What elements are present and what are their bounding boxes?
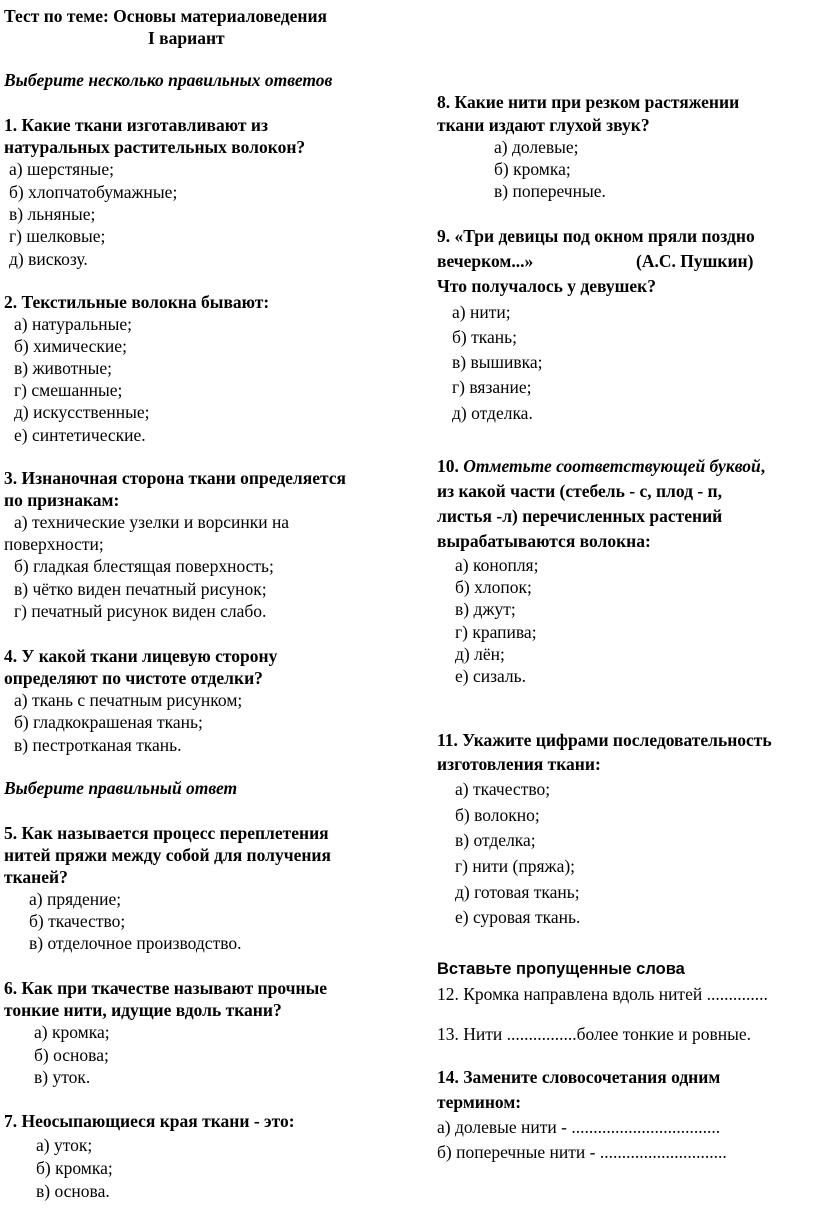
question-text: листья -л) перечисленных растений <box>437 506 723 526</box>
answer-option: д) вискозу. <box>9 249 88 269</box>
answer-option: г) печатный рисунок виден слабо. <box>14 601 267 621</box>
answer-option: а) уток; <box>36 1135 93 1155</box>
answer-option: е) синтетические. <box>14 425 146 445</box>
answer-option: б) поперечные нити - ............................. <box>437 1142 727 1162</box>
answer-option: е) сизаль. <box>455 666 527 686</box>
answer-option: б) химические; <box>14 336 127 356</box>
question-text: определяют по чистоте отделки? <box>4 668 263 688</box>
question-text: тканей? <box>4 867 68 887</box>
question-text: 11. Укажите цифрами последовательность <box>437 730 772 750</box>
question-text: из какой части (стебель - с, плод - п, <box>437 481 723 501</box>
answer-option: а) долевые; <box>494 137 579 157</box>
question-text-tail: , <box>760 456 766 476</box>
variant-label: I вариант <box>148 28 225 48</box>
answer-option: в) животные; <box>14 358 112 378</box>
answer-option: д) лён; <box>455 644 505 664</box>
question-12: 12. Кромка направлена вдоль нитей .............. <box>437 984 768 1004</box>
answer-option: в) отделочное производство. <box>29 933 242 953</box>
answer-option: поверхности; <box>4 534 104 554</box>
question-text <box>437 455 765 477</box>
answer-option: д) отделка. <box>452 403 533 423</box>
answer-option: г) крапива; <box>455 622 537 642</box>
question-text: вечерком...» <box>437 251 534 271</box>
answer-option: д) искусственные; <box>14 402 150 422</box>
question-text: нитей пряжи между собой для получения <box>4 845 331 865</box>
question-text: Что получалось у девушек? <box>437 276 656 296</box>
answer-option: а) ткань с печатным рисунком; <box>14 690 243 710</box>
answer-option: в) пестротканая ткань. <box>14 735 182 755</box>
answer-option: в) уток. <box>34 1067 91 1087</box>
instruction-multiple: Выберите несколько правильных ответов <box>4 70 333 90</box>
instruction-single: Выберите правильный ответ <box>4 778 238 798</box>
question-text: по признакам: <box>4 490 120 510</box>
answer-option: а) нити; <box>452 302 511 322</box>
question-13: 13. Нити ................более тонкие и ровные. <box>437 1024 752 1044</box>
answer-option: б) ткачество; <box>29 911 126 931</box>
question-text: ткани издают глухой звук? <box>437 115 650 135</box>
answer-option: а) технические узелки и ворсинки на <box>14 512 290 532</box>
answer-option: а) конопля; <box>455 555 539 575</box>
answer-option: в) отделка; <box>455 830 536 850</box>
answer-option: б) гладкая блестящая поверхность; <box>14 556 274 576</box>
answer-option: в) льняные; <box>9 204 96 224</box>
answer-option: б) гладкокрашеная ткань; <box>14 712 203 732</box>
quote-author: (А.С. Пушкин) <box>636 251 754 271</box>
answer-option: б) кромка; <box>36 1158 113 1178</box>
question-text: 6. Как при ткачестве называют прочные <box>4 978 328 998</box>
question-text: натуральных растительных волокон? <box>4 137 306 157</box>
answer-option: в) поперечные. <box>494 181 606 201</box>
answer-option: а) кромка; <box>34 1022 110 1042</box>
question-text: 8. Какие нити при резком растяжении <box>437 92 740 112</box>
answer-option: е) суровая ткань. <box>455 907 581 927</box>
question-text: 14. Замените словосочетания одним <box>437 1067 721 1087</box>
question-text: 4. У какой ткани лицевую сторону <box>4 646 278 666</box>
test-title: Тест по теме: Основы материаловедения <box>4 6 328 26</box>
question-text: 7. Неосыпающиеся края ткани - это: <box>4 1111 295 1131</box>
answer-option: в) основа. <box>36 1181 110 1201</box>
question-text: 1. Какие ткани изготавливают из <box>4 115 268 135</box>
answer-option: б) волокно; <box>455 805 540 825</box>
answer-option: а) шерстяные; <box>9 159 114 179</box>
instruction-fill-in: Вставьте пропущенные слова <box>437 960 685 978</box>
answer-option: г) вязание; <box>452 377 532 397</box>
question-number: 10. <box>437 456 459 476</box>
answer-option: б) основа; <box>34 1045 109 1065</box>
answer-option: б) хлопчатобумажные; <box>9 182 178 202</box>
answer-option: в) чётко виден печатный рисунок; <box>14 579 267 599</box>
answer-option: б) ткань; <box>452 327 517 347</box>
answer-option: б) кромка; <box>494 159 571 179</box>
answer-option: г) шелковые; <box>9 226 106 246</box>
answer-option: б) хлопок; <box>455 577 532 597</box>
question-text: 2. Текстильные волокна бывают: <box>4 292 270 312</box>
question-emphasis: Отметьте соответствующей буквой <box>463 456 761 476</box>
question-text: 3. Изнаночная сторона ткани определяется <box>4 468 347 488</box>
answer-option: г) смешанные; <box>14 380 123 400</box>
answer-option: г) нити (пряжа); <box>455 856 576 876</box>
answer-option: в) джут; <box>455 599 516 619</box>
answer-option: д) готовая ткань; <box>455 882 580 902</box>
question-text: 5. Как называется процесс переплетения <box>4 823 329 843</box>
answer-option: а) прядение; <box>29 889 122 909</box>
question-text: 9. «Три девицы под окном пряли поздно <box>437 226 755 246</box>
answer-option: а) натуральные; <box>14 314 132 334</box>
question-text: вырабатываются волокна: <box>437 531 651 551</box>
question-text: изготовления ткани: <box>437 754 601 774</box>
answer-option: а) долевые нити - .................................. <box>437 1117 721 1137</box>
question-text: тонкие нити, идущие вдоль ткани? <box>4 1000 282 1020</box>
answer-option: а) ткачество; <box>455 779 551 799</box>
answer-option: в) вышивка; <box>452 352 543 372</box>
question-text: термином: <box>437 1092 522 1112</box>
